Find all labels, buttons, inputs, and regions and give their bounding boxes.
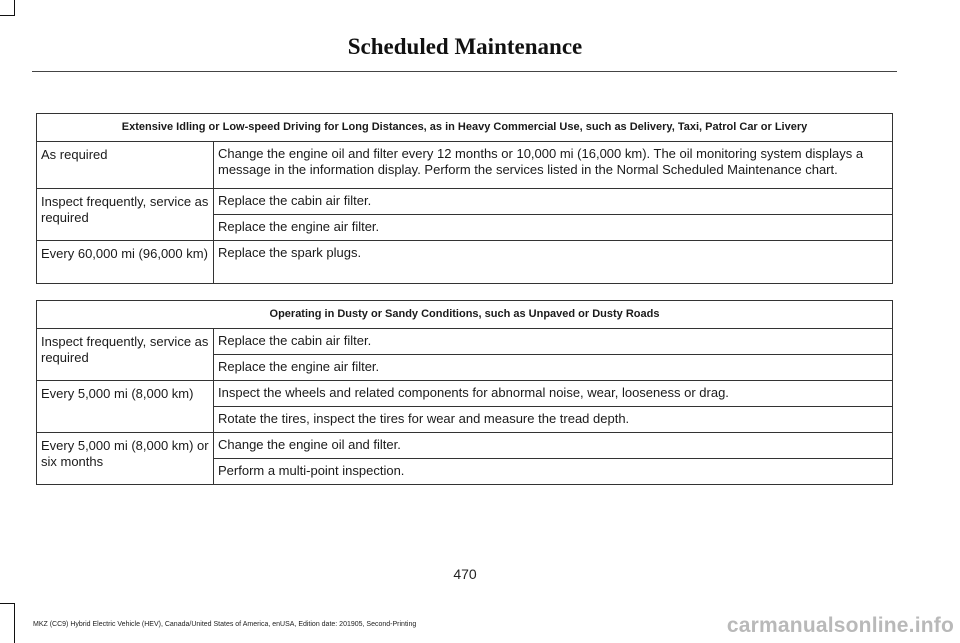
crop-mark xyxy=(14,603,15,643)
table-header-row xyxy=(37,114,893,142)
service-cell: Replace the engine air filter. xyxy=(214,215,893,241)
table-header: Operating in Dusty or Sandy Conditions, such as Unpaved or Dusty Roads xyxy=(37,301,893,329)
interval-cell: Inspect frequently, service as required xyxy=(37,189,214,241)
dusty-conditions-maintenance-table xyxy=(36,300,893,485)
footer-edition-text: MKZ (CC9) Hybrid Electric Vehicle (HEV), Canada/United States of America, enUSA, Edition date: 201905, Second-Printing xyxy=(33,621,417,628)
table-header: Extensive Idling or Low-speed Driving for Long Distances, as in Heavy Commercial Use, such as Delivery, Taxi, Patrol Car or Livery xyxy=(37,114,893,142)
service-cell: Replace the cabin air filter. xyxy=(214,329,893,355)
service-cell: Change the engine oil and filter every 12 months or 10,000 mi (16,000 km). The oil monitoring system displays a message in the information display. Perform the services listed in the Normal Scheduled Maintenance chart. xyxy=(214,142,893,189)
service-cell: Rotate the tires, inspect the tires for wear and measure the tread depth. xyxy=(214,407,893,433)
service-cell: Replace the cabin air filter. xyxy=(214,189,893,215)
title-divider xyxy=(32,71,897,72)
page-number: 470 xyxy=(453,566,477,582)
table-row xyxy=(37,189,893,215)
table-row xyxy=(37,433,893,459)
crop-mark xyxy=(0,15,14,16)
interval-cell: Inspect frequently, service as required xyxy=(37,329,214,381)
table-row xyxy=(37,329,893,355)
crop-mark xyxy=(14,0,15,16)
interval-cell: Every 60,000 mi (96,000 km) xyxy=(37,241,214,284)
service-cell: Replace the engine air filter. xyxy=(214,355,893,381)
interval-cell: As required xyxy=(37,142,214,189)
interval-cell: Every 5,000 mi (8,000 km) or six months xyxy=(37,433,214,485)
table-row xyxy=(37,241,893,284)
page-title: Scheduled Maintenance xyxy=(347,34,583,59)
watermark-logo: carmanualsonline.info xyxy=(726,614,954,637)
table-header-row xyxy=(37,301,893,329)
service-cell: Replace the spark plugs. xyxy=(214,241,893,284)
service-cell: Change the engine oil and filter. xyxy=(214,433,893,459)
idling-maintenance-table xyxy=(36,113,893,284)
service-cell: Perform a multi-point inspection. xyxy=(214,459,893,485)
table-row xyxy=(37,381,893,407)
interval-cell: Every 5,000 mi (8,000 km) xyxy=(37,381,214,433)
service-cell: Inspect the wheels and related components for abnormal noise, wear, looseness or drag. xyxy=(214,381,893,407)
table-row xyxy=(37,142,893,189)
crop-mark xyxy=(0,603,14,604)
